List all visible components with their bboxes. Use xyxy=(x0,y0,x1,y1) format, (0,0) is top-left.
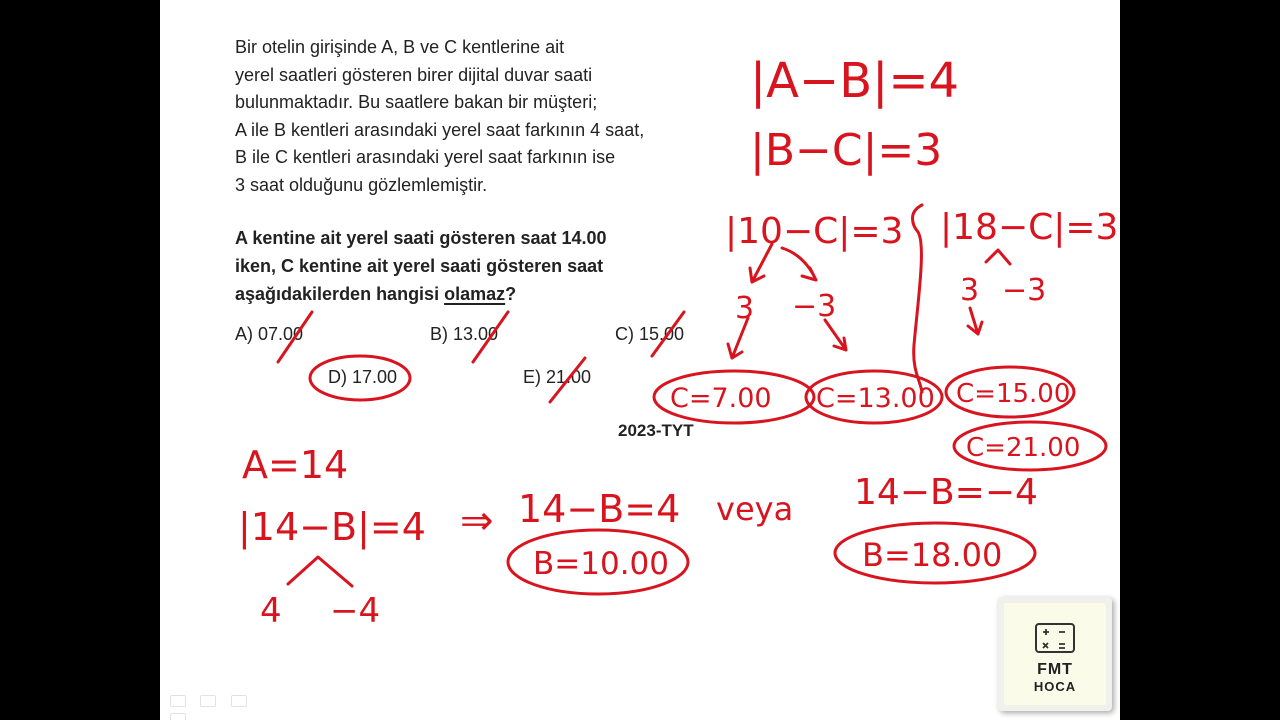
hw-arrow: ⇒ xyxy=(460,498,494,544)
hw-minus-four: −4 xyxy=(330,591,381,631)
hw-eq-10c: |10−C|=3 xyxy=(725,211,904,252)
strike-mark-a xyxy=(278,312,312,362)
branch-arrow-down xyxy=(968,308,982,334)
calculator-icon xyxy=(1035,623,1075,653)
separator-brace xyxy=(913,205,923,392)
problem-line: A ile B kentleri arasındaki yerel saat farkının 4 saat, xyxy=(235,119,645,140)
hw-b1: B=10.00 xyxy=(533,546,669,582)
handwriting-layer xyxy=(160,0,1120,720)
branch-arrow-right xyxy=(782,248,816,280)
strike-mark-c xyxy=(652,312,684,356)
question-underlined-word: olamaz xyxy=(444,284,506,304)
hw-c1: C=7.00 xyxy=(670,383,772,414)
problem-line: bulunmaktadır. Bu saatlere bakan bir müşteri; xyxy=(235,92,598,112)
option-a: A) 07.00 xyxy=(235,324,304,344)
split-lines xyxy=(288,557,352,586)
hw-abs14: |14−B|=4 xyxy=(238,505,426,549)
problem-line: 3 saat olduğunu gözlemlemiştir. xyxy=(235,174,488,195)
problem-line: yerel saatleri gösteren birer dijital duvar saati xyxy=(235,64,593,85)
logo-text-hoca: HOCA xyxy=(1033,679,1077,694)
option-d: D) 17.00 xyxy=(328,367,398,387)
logo-card xyxy=(1004,603,1106,705)
faint-toolbar xyxy=(170,694,270,714)
hw-eq-18c: |18−C|=3 xyxy=(940,207,1119,248)
back-icon[interactable] xyxy=(170,695,186,707)
hw-four: 4 xyxy=(260,591,282,631)
hw-veya: veya xyxy=(716,490,794,528)
exam-source: 2023-TYT xyxy=(618,421,694,440)
menu-icon[interactable] xyxy=(231,695,247,707)
hw-eqb2: 14−B=−4 xyxy=(854,472,1038,513)
hw-b2: B=18.00 xyxy=(862,536,1003,574)
question-line: A kentine ait yerel saati gösteren saat 14.00 xyxy=(235,228,607,248)
strike-mark-b xyxy=(473,312,508,362)
caret-mark xyxy=(986,250,1010,264)
fmt-hoca-logo xyxy=(998,597,1112,711)
hw-eq-bc: |B−C|=3 xyxy=(750,125,943,176)
logo-text-fmt: FMT xyxy=(1037,661,1073,678)
hw-branch-right-b: −3 xyxy=(1002,273,1047,308)
option-c: C) 15.00 xyxy=(615,324,685,344)
strike-mark-e xyxy=(550,358,585,402)
question-suffix: ? xyxy=(505,284,517,304)
hw-c2: C=13.00 xyxy=(816,383,935,414)
option-b: B) 13.00 xyxy=(430,324,499,344)
forward-icon[interactable] xyxy=(170,713,186,720)
answer-circle-d xyxy=(310,356,410,400)
hw-eq-ab: |A−B|=4 xyxy=(750,53,960,109)
problem-line: Bir otelin girişinde A, B ve C kentlerine ait xyxy=(235,37,565,57)
hw-branch-left-b: −3 xyxy=(792,289,837,324)
hw-c4: C=21.00 xyxy=(966,433,1081,463)
option-e: E) 21.00 xyxy=(523,367,592,387)
hw-c3: C=15.00 xyxy=(956,379,1071,409)
branch-arrow-down-right xyxy=(825,320,846,350)
problem-line: B ile C kentleri arasındaki yerel saat farkının ise xyxy=(235,147,616,167)
question-prefix: aşağıdakilerden hangisi xyxy=(235,284,445,304)
whiteboard-page xyxy=(160,0,1120,720)
hw-eqb1: 14−B=4 xyxy=(518,487,681,531)
hw-branch-left-a: 3 xyxy=(735,291,755,326)
question-line: iken, C kentine ait yerel saati gösteren saat xyxy=(235,256,604,276)
hw-branch-right-a: 3 xyxy=(960,273,980,308)
hw-a14: A=14 xyxy=(242,443,349,487)
pen-icon[interactable] xyxy=(200,695,216,707)
